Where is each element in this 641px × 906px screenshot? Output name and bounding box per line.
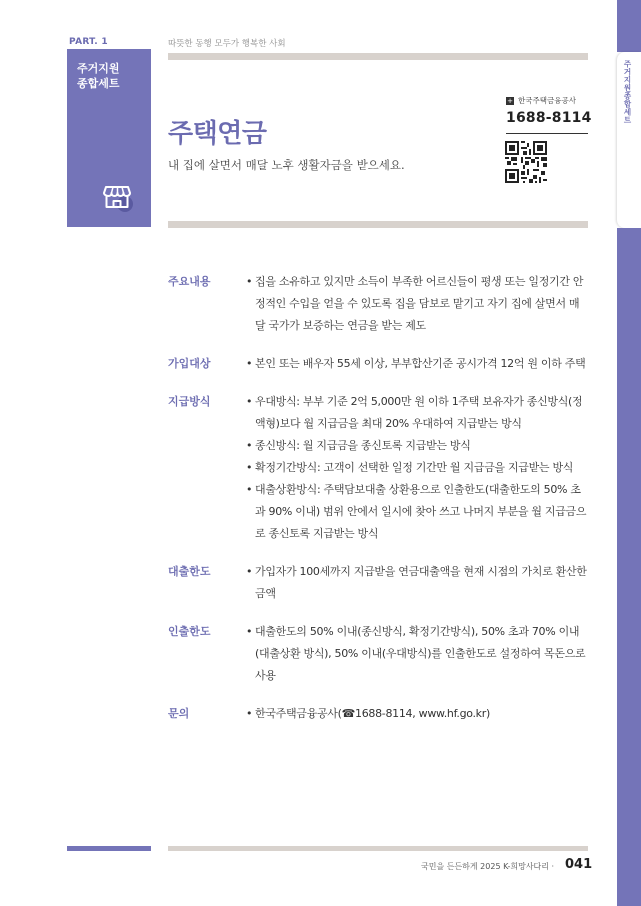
- section-label: 주요내용: [168, 275, 211, 288]
- contact-item[interactable]: • 한국주택금융공사(☎1688-8114, www.hf.go.kr): [246, 703, 588, 725]
- content-table: [168, 271, 588, 741]
- section-label: 지급방식: [168, 395, 211, 408]
- top-divider-bar: [168, 53, 588, 60]
- page-title: 주택연금: [168, 119, 267, 149]
- section-body: [246, 561, 588, 605]
- bullet-item: • 대출상환방식: 주택담보대출 상환용으로 인출한도(대출한도의 50% 초과 90% 이내) 범위 안에서 일시에 찾아 쓰고 나머지 부분을 월 지급금으로 종신토록 지급받는 방식: [246, 479, 588, 545]
- footer-bar: [168, 846, 588, 851]
- footer-text: 국민을 든든하게 2025 K-희망사다리 ·: [421, 862, 555, 871]
- section-label: 인출한도: [168, 625, 211, 638]
- bullet-item: • 대출한도의 50% 이내(종신방식, 확정기간방식), 50% 초과 70% 이내(대출상환 방식), 50% 이내(우대방식)를 인출한도로 설정하여 목돈으로 사용: [246, 621, 588, 687]
- section-label: 가입대상: [168, 357, 211, 370]
- page-subtitle: 내 집에 살면서 매달 노후 생활자금을 받으세요.: [168, 158, 405, 172]
- organization-divider: [506, 133, 588, 134]
- section-body: [246, 391, 588, 545]
- organization-logo-icon: +: [507, 96, 513, 105]
- side-tab[interactable]: [617, 52, 641, 228]
- section-label: 문의: [168, 707, 190, 720]
- section-row: [168, 391, 588, 545]
- bullet-item: • 종신방식: 월 지급금을 종신토록 지급받는 방식: [246, 435, 588, 457]
- section-side-block: [67, 49, 151, 227]
- part-label: PART. 1: [69, 37, 108, 47]
- side-tab-label: 주거지원종합세트: [623, 60, 632, 124]
- section-row: [168, 561, 588, 605]
- bullet-item: • 집을 소유하고 있지만 소득이 부족한 어르신들이 평생 또는 일정기간 안정적인 수입을 얻을 수 있도록 집을 담보로 맡기고 자기 집에 살면서 매달 국가가 보증하는 연금을 받는 제도: [246, 271, 588, 337]
- section-row: [168, 353, 588, 375]
- bullet-item: • 우대방식: 부부 기준 2억 5,000만 원 이하 1주택 보유자가 종신방식(정액형)보다 월 지급금을 최대 20% 우대하여 지급받는 방식: [246, 391, 588, 435]
- qr-code-icon[interactable]: [505, 141, 547, 183]
- bullet-item: • 확정기간방식: 고객이 선택한 일정 기간만 월 지급금을 지급받는 방식: [246, 457, 588, 479]
- section-body: [246, 271, 588, 337]
- header-bottom-bar: [168, 221, 588, 228]
- breadcrumb: 따뜻한 동행 모두가 행복한 사회: [168, 39, 286, 49]
- organization-name: 한국주택금융공사: [518, 96, 576, 105]
- section-name: 주거지원 종합세트: [77, 62, 120, 90]
- section-body: [246, 703, 588, 725]
- section-row: [168, 703, 588, 725]
- section-label: 대출한도: [168, 565, 211, 578]
- organization-line: [506, 95, 576, 106]
- side-strip-top: [617, 0, 641, 52]
- storefront-icon: [101, 182, 135, 212]
- bullet-item: • 가입자가 100세까지 지급받을 연금대출액을 현재 시점의 가치로 환산한 금액: [246, 561, 588, 605]
- section-body: [246, 353, 588, 375]
- organization-phone: 1688-8114: [506, 110, 592, 126]
- section-body: [246, 621, 588, 687]
- section-row: [168, 621, 588, 687]
- page-number: 041: [565, 857, 593, 872]
- side-strip: [617, 228, 641, 906]
- footer-accent-bar: [67, 846, 151, 851]
- section-row: [168, 271, 588, 337]
- bullet-item: • 본인 또는 배우자 55세 이상, 부부합산기준 공시가격 12억 원 이하 주택: [246, 353, 588, 375]
